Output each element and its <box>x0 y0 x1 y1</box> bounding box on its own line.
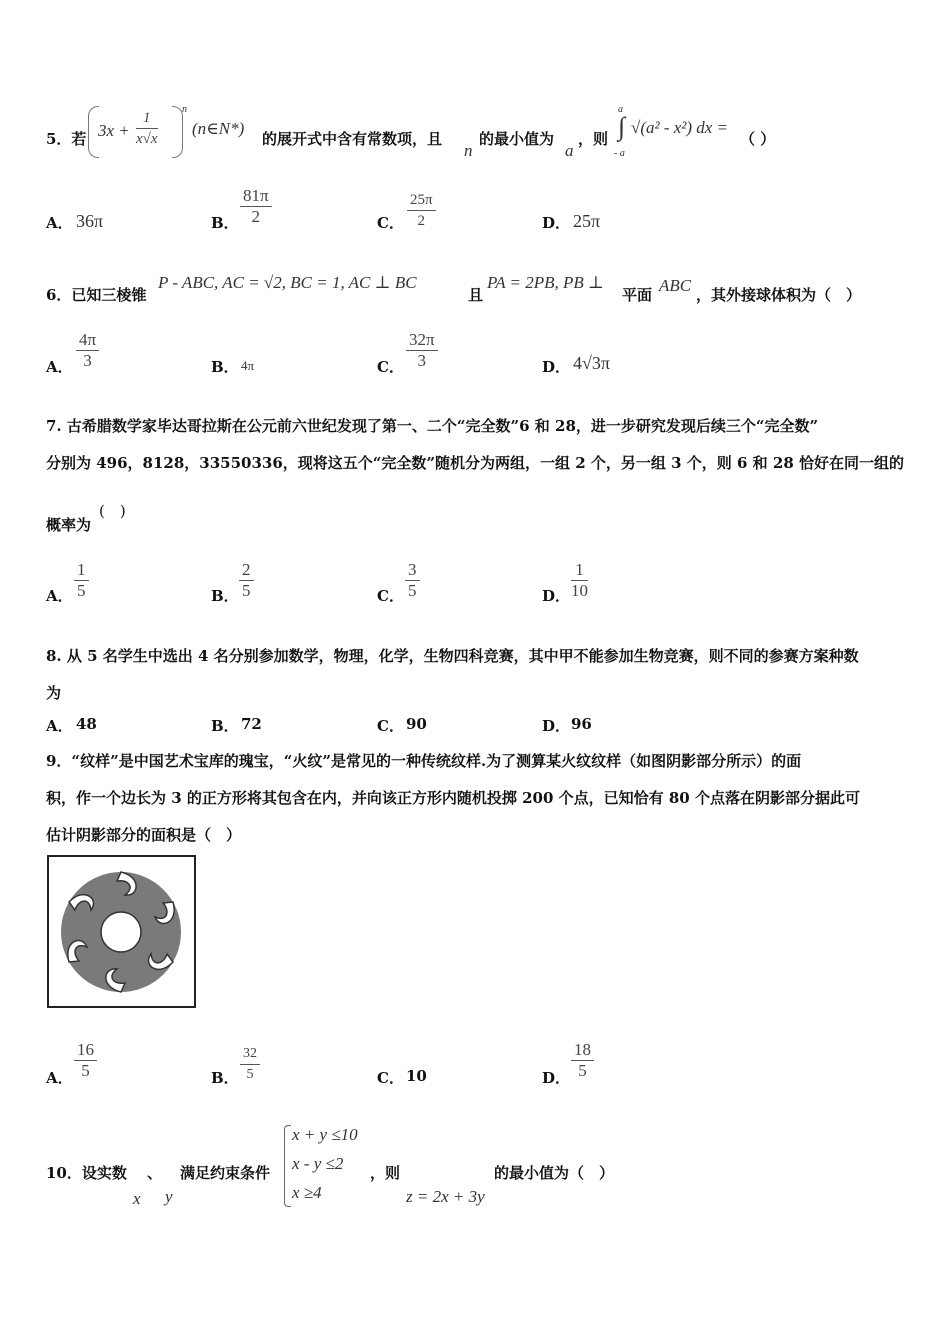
q6-option-b-value: 4π <box>241 358 255 373</box>
q5-int-upper: a <box>618 104 623 115</box>
q10-constraint-2: x - y ≤2 <box>292 1154 344 1173</box>
q10-text1: 满足约束条件 <box>180 1164 271 1182</box>
q10-brace <box>284 1125 291 1207</box>
q9-option-a-label: A． <box>46 1069 73 1087</box>
fire-pattern-figure <box>47 855 196 1008</box>
q6-text2: 平面 <box>622 286 653 304</box>
q10-constraint-1: x + y ≤10 <box>292 1125 358 1144</box>
q5-paren: （ ） <box>740 130 776 148</box>
q6-option-d-label: D． <box>542 358 571 376</box>
q9-option-d-label: D． <box>542 1069 571 1087</box>
q5-integrand: √(a² - x²) dx = <box>631 118 729 137</box>
q7-line1: 7. 古希腊数学家毕达哥拉斯在公元前六世纪发现了第一、二个“完全数”6 和 28，进一步研究发现后续三个“完全数” <box>46 417 819 435</box>
q9-option-c-value: 10 <box>406 1067 427 1085</box>
q9-option-c-label: C． <box>377 1069 404 1087</box>
q5-option-a-value: 36π <box>76 211 104 231</box>
q5-fraction: 1 x√x <box>136 110 158 147</box>
q5-option-d-value: 25π <box>573 211 601 231</box>
q7-option-c-fraction: 3 5 <box>405 560 420 601</box>
q5-text1: 的展开式中含有常数项，且 <box>262 130 443 148</box>
q10-text2: ，则 <box>370 1164 401 1182</box>
q8-option-b-value: 72 <box>241 715 262 733</box>
q10-separator: 、 <box>147 1164 163 1182</box>
q5-expr: 3x + <box>98 121 130 140</box>
integral-sign-icon: ∫ <box>618 112 626 141</box>
q5-var-n: n <box>464 141 473 160</box>
q7-paren: ( ) <box>99 502 126 520</box>
q5-int-lower: - a <box>614 148 625 159</box>
q6-option-d-value: 4√3π <box>573 353 610 373</box>
q6-number: 6．已知三棱锥 <box>46 286 147 304</box>
q10-text3: 的最小值为（ ） <box>494 1164 615 1182</box>
q8-option-c-value: 90 <box>406 715 427 733</box>
q8-line2: 为 <box>46 684 62 702</box>
q7-option-b-label: B． <box>211 587 239 605</box>
q10-var-x: x <box>133 1189 141 1208</box>
q6-option-a-label: A． <box>46 358 73 376</box>
q8-option-a-value: 48 <box>76 715 97 733</box>
q9-option-d-fraction: 18 5 <box>571 1040 594 1081</box>
q5-option-c-label: C． <box>377 214 404 232</box>
q9-line3: 估计阴影部分的面积是（ ） <box>46 826 242 844</box>
q6-math2: PA = 2PB, PB ⊥ <box>487 273 605 292</box>
q5-text2: 的最小值为 <box>479 130 555 148</box>
q9-option-b-fraction: 32 5 <box>240 1044 260 1085</box>
q5-option-a-label: A． <box>46 214 73 232</box>
q6-text1: 且 <box>468 286 484 304</box>
q5-option-b-fraction: 81π 2 <box>240 186 272 227</box>
q5-var-a: a <box>565 141 574 160</box>
q6-math3: ABC <box>659 276 692 295</box>
q10-objective: z = 2x + 3y <box>406 1187 485 1206</box>
q5-option-b-label: B． <box>211 214 239 232</box>
q8-option-c-label: C． <box>377 717 404 735</box>
q6-option-b-label: B． <box>211 358 239 376</box>
q7-option-c-label: C． <box>377 587 404 605</box>
q7-option-a-fraction: 1 5 <box>74 560 89 601</box>
q8-option-a-label: A． <box>46 717 73 735</box>
q8-line1: 8. 从 5 名学生中选出 4 名分别参加数学，物理，化学，生物四科竞赛，其中甲不能参加生物竞赛，则不同的参赛方案种数 <box>46 647 859 665</box>
q7-line3: 概率为 <box>46 516 92 534</box>
q6-option-a-fraction: 4π 3 <box>76 330 99 371</box>
q7-option-d-label: D． <box>542 587 571 605</box>
q8-option-b-label: B． <box>211 717 239 735</box>
q8-option-d-label: D． <box>542 717 571 735</box>
q9-option-b-label: B． <box>211 1069 239 1087</box>
q8-option-d-value: 96 <box>571 715 592 733</box>
q9-line1: 9．“纹样”是中国艺术宝库的瑰宝，“火纹”是常见的一种传统纹样.为了测算某火纹纹样（如图阴影部分所示）的面 <box>46 752 802 770</box>
q10-number: 10．设实数 <box>46 1164 127 1182</box>
q7-option-a-label: A． <box>46 587 73 605</box>
q5-exponent: n <box>182 104 187 115</box>
q7-option-d-fraction: 1 10 <box>571 560 588 600</box>
q10-var-y: y <box>165 1187 173 1206</box>
q6-text3: ，其外接球体积为（ ） <box>696 286 862 304</box>
q5-option-d-label: D． <box>542 214 571 232</box>
q5-condition: (n∈N*) <box>192 119 245 138</box>
q7-line2: 分别为 496，8128，33550336，现将这五个“完全数”随机分为两组，一组 2 个，另一组 3 个，则 6 和 28 恰好在同一组的 <box>46 454 904 472</box>
q5-text3: ，则 <box>578 130 609 148</box>
q5-number: 5．若 <box>46 130 87 148</box>
q6-option-c-fraction: 32π 3 <box>406 330 438 371</box>
q9-option-a-fraction: 16 5 <box>74 1040 97 1081</box>
q10-constraint-3: x ≥4 <box>292 1183 322 1202</box>
q5-option-c-fraction: 25π 2 <box>407 190 436 231</box>
q9-line2: 积，作一个边长为 3 的正方形将其包含在内，并向该正方形内随机投掷 200 个点，已知恰有 80 个点落在阴影部分据此可 <box>46 789 860 807</box>
q7-option-b-fraction: 2 5 <box>239 560 254 601</box>
q6-option-c-label: C． <box>377 358 404 376</box>
q6-math1: P - ABC, AC = √2, BC = 1, AC ⊥ BC <box>158 273 417 292</box>
